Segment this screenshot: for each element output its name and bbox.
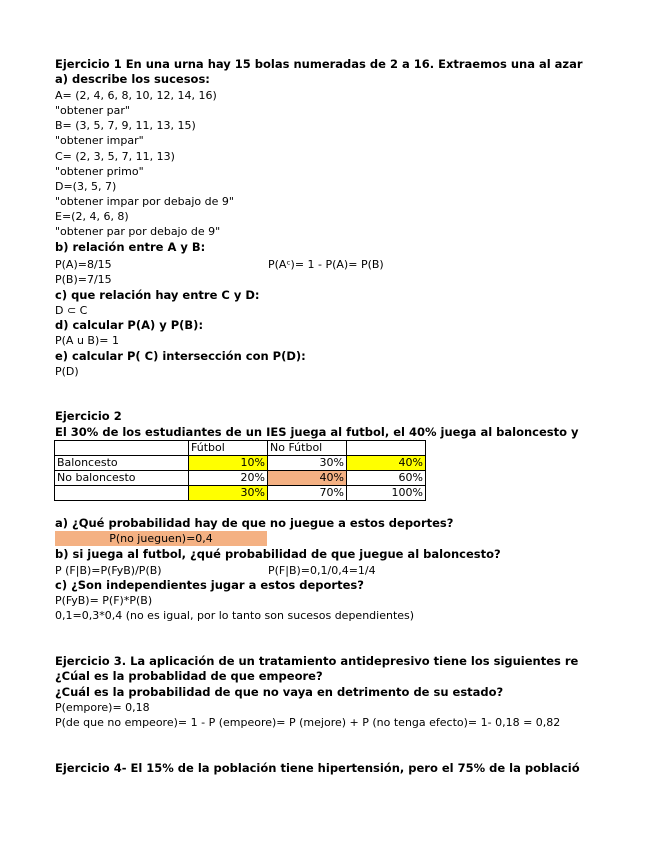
event-a-desc: "obtener par"	[55, 104, 130, 117]
table-cell[interactable]: 20%	[189, 471, 268, 486]
exercise-3-question-2: ¿Cuál es la probabilidad de que no vaya en detrimento de su estado?	[55, 685, 504, 699]
exercise-2-question-a: a) ¿Qué probabilidad hay de que no juegue a estos deportes?	[55, 516, 454, 530]
prob-a: P(A)=8/15	[55, 258, 112, 271]
table-row	[55, 486, 426, 501]
exercise-2-statement: El 30% de los estudiantes de un IES juega al futbol, el 40% juega al baloncesto y	[55, 425, 579, 439]
exercise-2-question-c: c) ¿Son independientes jugar a estos deportes?	[55, 578, 364, 592]
table-cell[interactable]: 40%	[268, 471, 347, 486]
exercise-2-b-formula: P (F|B)=P(FyB)/P(B)	[55, 564, 162, 577]
table-cell[interactable]: No baloncesto	[55, 471, 189, 486]
table-header-futbol[interactable]: Fútbol	[189, 441, 268, 456]
table-cell[interactable]	[55, 486, 189, 501]
table-cell[interactable]: 60%	[347, 471, 426, 486]
table-cell[interactable]: Baloncesto	[55, 456, 189, 471]
event-a: A= (2, 4, 6, 8, 10, 12, 14, 16)	[55, 89, 217, 102]
exercise-2-b-result: P(F|B)=0,1/0,4=1/4	[268, 564, 376, 577]
exercise-3-line-2: P(de que no empeore)= 1 - P (empeore)= P (mejore) + P (no tenga efecto)= 1- 0,18 = 0,82	[55, 716, 561, 729]
table-cell[interactable]: 70%	[268, 486, 347, 501]
exercise-1-e-heading: e) calcular P( C) intersección con P(D):	[55, 349, 306, 363]
exercise-2-c-line1: P(FyB)= P(F)*P(B)	[55, 594, 153, 607]
exercise-2-question-b: b) si juega al futbol, ¿qué probabilidad de que juegue al baloncesto?	[55, 547, 501, 561]
table-row	[55, 456, 426, 471]
table-cell[interactable]: 30%	[268, 456, 347, 471]
table-cell[interactable]: 100%	[347, 486, 426, 501]
exercise-1-d-heading: d) calcular P(A) y P(B):	[55, 318, 204, 332]
table-cell[interactable]: 30%	[189, 486, 268, 501]
exercise-1-a-heading: a) describe los sucesos:	[55, 72, 210, 86]
table-cell[interactable]: 40%	[347, 456, 426, 471]
exercise-1-c-answer: D ⊂ C	[55, 304, 88, 317]
exercise-2-title: Ejercicio 2	[55, 409, 122, 423]
prob-b: P(B)=7/15	[55, 273, 112, 286]
prob-a-complement: P(Aᶜ)= 1 - P(A)= P(B)	[268, 258, 384, 271]
event-e-desc: "obtener par por debajo de 9"	[55, 225, 221, 238]
table-cell[interactable]	[347, 441, 426, 456]
exercise-4-title: Ejercicio 4- El 15% de la población tiene hipertensión, pero el 75% de la població	[55, 761, 580, 775]
table-header-no-futbol[interactable]: No Fútbol	[268, 441, 347, 456]
event-d-desc: "obtener impar por debajo de 9"	[55, 195, 234, 208]
event-b-desc: "obtener impar"	[55, 134, 144, 147]
exercise-1-b-heading: b) relación entre A y B:	[55, 240, 206, 254]
exercise-2-c-line2: 0,1=0,3*0,4 (no es igual, por lo tanto son sucesos dependientes)	[55, 609, 415, 622]
exercise-3-title: Ejercicio 3. La aplicación de un tratamiento antidepresivo tiene los siguientes re	[55, 654, 579, 668]
contingency-table	[54, 440, 426, 501]
exercise-1-d-answer: P(A u B)= 1	[55, 334, 119, 347]
table-row	[55, 471, 426, 486]
exercise-1-c-heading: c) que relación hay entre C y D:	[55, 288, 260, 302]
event-c: C= (2, 3, 5, 7, 11, 13)	[55, 150, 175, 163]
event-b: B= (3, 5, 7, 9, 11, 13, 15)	[55, 119, 196, 132]
event-d: D=(3, 5, 7)	[55, 180, 117, 193]
exercise-3-line-1: P(empore)= 0,18	[55, 701, 150, 714]
exercise-1-title: Ejercicio 1 En una urna hay 15 bolas numeradas de 2 a 16. Extraemos una al azar	[55, 57, 583, 71]
event-e: E=(2, 4, 6, 8)	[55, 210, 129, 223]
exercise-3-question-1: ¿Cúal es la probablidad de que empeore?	[55, 669, 323, 683]
table-cell[interactable]	[55, 441, 189, 456]
table-row	[55, 441, 426, 456]
exercise-1-e-answer: P(D)	[55, 365, 79, 378]
event-c-desc: "obtener primo"	[55, 165, 144, 178]
table-cell[interactable]: 10%	[189, 456, 268, 471]
exercise-2-answer-a[interactable]: P(no jueguen)=0,4	[55, 531, 267, 546]
